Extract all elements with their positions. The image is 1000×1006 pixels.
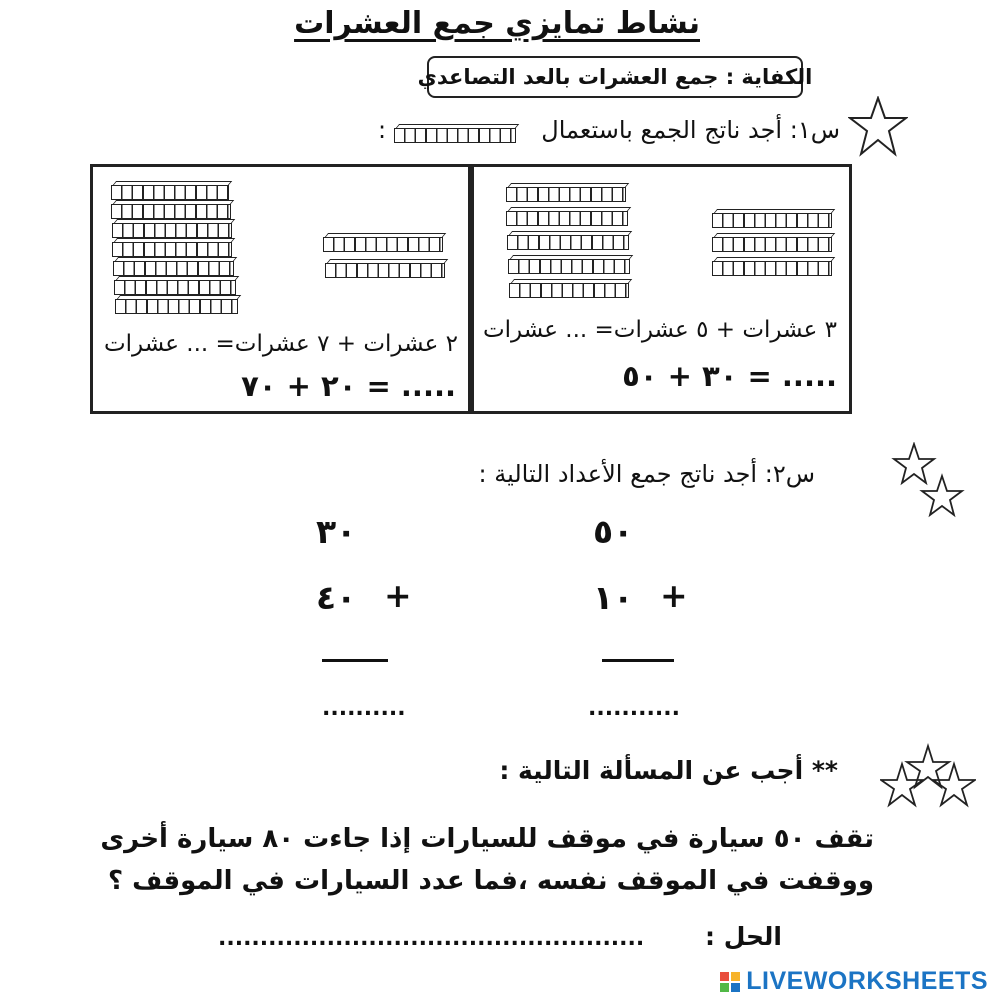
- problem1-top: ٥٠: [593, 512, 634, 551]
- ten-rod: [113, 261, 234, 276]
- q2-prompt: س٢: أجد ناتج جمع الأعداد التالية :: [478, 460, 815, 488]
- problem2-answer: ..........: [322, 696, 406, 721]
- left-panel: [90, 164, 471, 414]
- ten-rod: [323, 237, 443, 252]
- solution-label: الحل :: [705, 922, 782, 951]
- problem1-bottom: ١٠: [593, 578, 634, 617]
- stars-icon: [888, 442, 970, 524]
- problem2-top: ٣٠: [316, 512, 357, 551]
- sum-line: [602, 659, 674, 662]
- ten-rod: [325, 263, 445, 278]
- competency-box: الكفاية : جمع العشرات بالعد التصاعدي: [427, 56, 803, 98]
- ten-rod: [115, 299, 238, 314]
- plus-sign: +: [660, 576, 688, 615]
- ten-rod: [506, 211, 628, 226]
- ten-rod: [712, 213, 832, 228]
- solution-blank: ...................................................: [218, 926, 645, 951]
- right-panel: [471, 164, 852, 414]
- problem2-bottom: ٤٠: [316, 578, 357, 617]
- ten-rod: [507, 235, 629, 250]
- left-words-equation: ٢ عشرات + ٧ عشرات= ... عشرات: [104, 331, 458, 357]
- logo-text: LIVEWORKSHEETS: [746, 967, 988, 995]
- right-words-equation: ٣ عشرات + ٥ عشرات= ... عشرات: [483, 317, 837, 343]
- q3-text-line1: تقف ٥٠ سيارة في موقف للسيارات إذا جاءت ٨٠ سيارة أخرى: [100, 824, 874, 854]
- ten-rod: [509, 283, 629, 298]
- worksheet-title: نشاط تمايزي جمع العشرات: [294, 6, 700, 41]
- ten-rod: [111, 204, 231, 219]
- q3-text-line2: ووقفت في الموقف نفسه ،فما عدد السيارات في الموقف ؟: [107, 866, 874, 896]
- q1-prompt-colon: :: [378, 116, 387, 144]
- problem1-answer: ...........: [588, 696, 680, 721]
- ten-rod: [112, 223, 232, 238]
- left-number-equation: ٢٠ + ٧٠ = .....: [241, 369, 456, 403]
- star-icon: [848, 96, 908, 158]
- ten-rod-icon: [394, 128, 516, 143]
- sum-line: [322, 659, 388, 662]
- plus-sign: +: [384, 576, 412, 615]
- ten-rod: [508, 259, 630, 274]
- logo-mark-icon: [720, 972, 740, 992]
- ten-rod: [111, 185, 229, 200]
- ten-rod: [506, 187, 626, 202]
- ten-rod: [112, 242, 232, 257]
- ten-rod: [712, 261, 832, 276]
- liveworksheets-logo: [720, 967, 988, 996]
- q3-prompt: ** أجب عن المسألة التالية :: [499, 756, 838, 785]
- right-number-equation: ٣٠ + ٥٠ = .....: [622, 359, 837, 393]
- ten-rod: [712, 237, 832, 252]
- q1-prompt: س١: أجد ناتج الجمع باستعمال: [541, 116, 840, 144]
- stars-icon: [880, 742, 976, 816]
- ten-rod: [114, 280, 236, 295]
